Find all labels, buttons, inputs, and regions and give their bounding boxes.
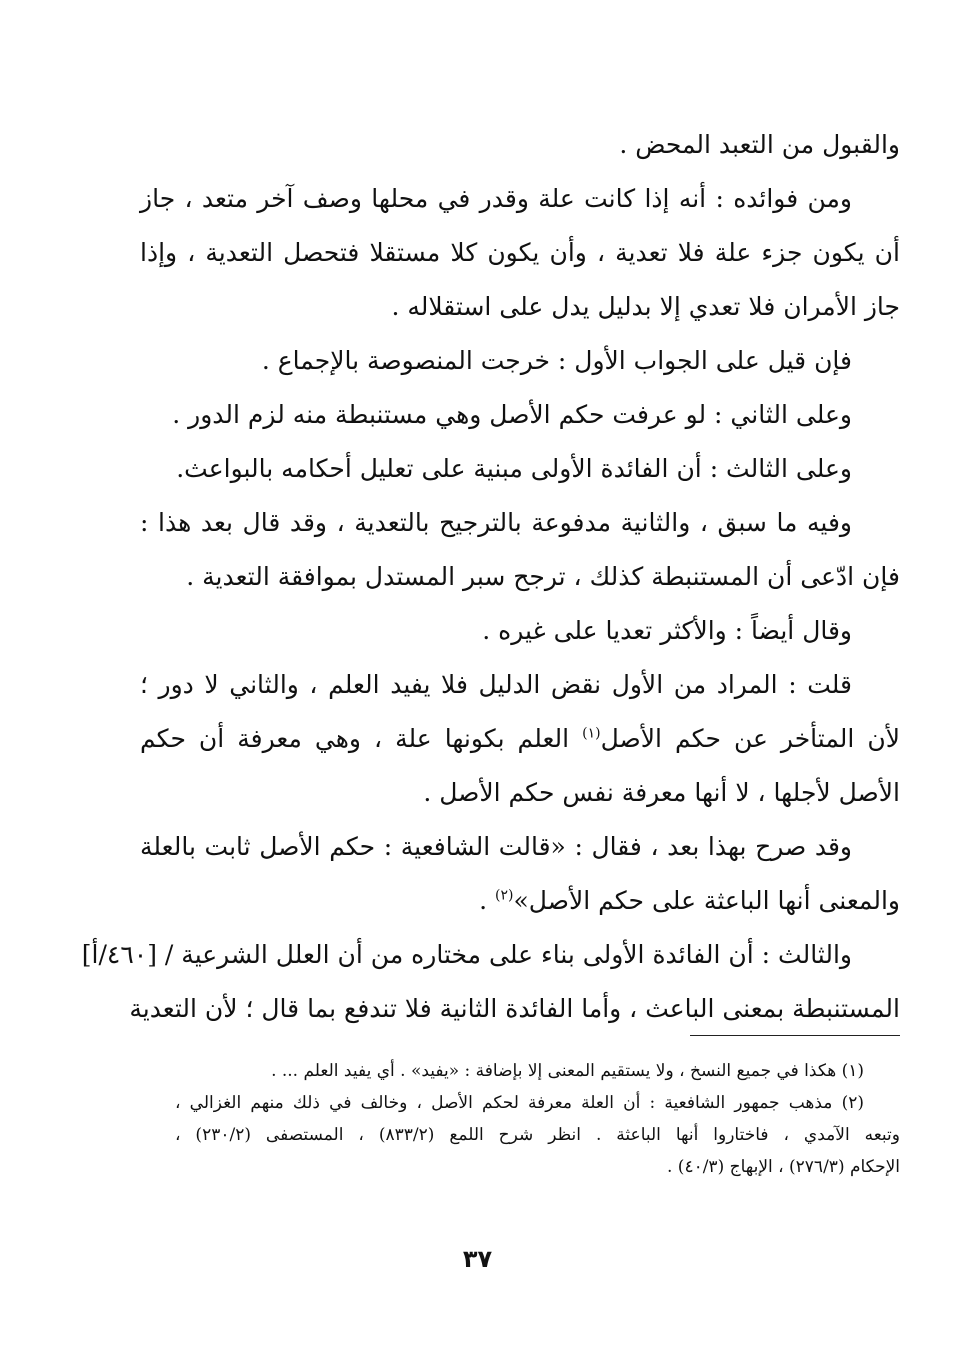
text-line: وقد صرح بهذا بعد ، فقال : «قالت الشافعية : حكم الأصل ثابت بالعلة [140, 832, 852, 861]
text-line: أن يكون جزء علة فلا تعدية ، وأن يكون كلا مستقلا فتحصل التعدية ، وإذا [140, 238, 900, 267]
text-fragment: لأن المتأخر عن حكم الأصل [600, 724, 901, 753]
footnote-marker-2: (٢) [495, 887, 514, 904]
text-line: الأصل لأجلها ، لا أنها معرفة نفس حكم الأصل . [423, 778, 900, 807]
text-fragment: العلم بكونها علة ، وهي معرفة أن حكم [140, 724, 570, 753]
text-line: وقال أيضاً : والأكثر تعديا على غيره . [482, 616, 852, 645]
text-line-with-footnote [140, 712, 900, 766]
footnote-separator [690, 1035, 900, 1036]
text-fragment: والثالث : أن الفائدة الأولى بناء على مختاره من أن العلل الشرعية [181, 940, 852, 969]
footnote-2: (٢) مذهب جمهور الشافعية : أن العلة معرفة لحكم الأصل ، وخالف في ذلك منهم الغزالي ، [175, 1093, 864, 1113]
text-line: جاز الأمران فلا تعدي إلا بدليل يدل على استقلاله . [391, 292, 900, 321]
folio-reference: / [٤٦٠/أ] [81, 940, 174, 969]
text-line: المستنبطة بمعنى الباعث ، وأما الفائدة الثانية فلا تندفع بما قال ؛ لأن التعدية [129, 994, 900, 1023]
footnote-2-cont: وتبعه الآمدي ، فاختاروا أنها الباعثة . انظر شرح اللمع (٨٣٣/٢) ، المستصفى (٢٣٠/٢) ، [175, 1125, 900, 1145]
footnote-marker-1: (١) [582, 725, 601, 742]
footnote-1: (١) هكذا في جميع النسخ ، ولا يستقيم المعنى إلا بإضافة : «يفيد» . أي يفيد العلم ... . [271, 1061, 864, 1081]
text-fragment: . [479, 886, 488, 915]
footnotes [175, 1055, 900, 1183]
footnote-2-cont: الإحكام (٢٧٦/٣) ، الإبهاج (٤٠/٣) . [666, 1157, 900, 1177]
text-line-with-folio [81, 928, 900, 982]
text-line: قلت : المراد من الأول نقض الدليل فلا يفيد العلم ، والثاني لا دور ؛ [140, 670, 852, 699]
text-line: وعلى الثالث : أن الفائدة الأولى مبنية على تعليل أحكامه بالبواعث. [176, 454, 852, 483]
text-line: ومن فوائده : أنه إذا كانت علة وقدر في محلها وصف آخر متعد ، جاز [140, 184, 852, 213]
main-text [81, 118, 901, 1036]
text-line: وعلى الثاني : لو عرفت حكم الأصل وهي مستنبطة منه لزم الدور . [172, 400, 852, 429]
text-line: فإن ادّعى أن المستنبطة كذلك ، ترجح سبر المستدل بموافقة التعدية . [186, 562, 900, 591]
text-line: وفيه ما سبق ، والثانية مدفوعة بالترجيح بالتعدية ، وقد قال بعد هذا : [140, 508, 852, 537]
text-line: والقبول من التعبد المحض . [619, 130, 900, 159]
text-line-with-footnote [140, 874, 900, 928]
page-number: ٣٧ [462, 1245, 493, 1273]
text-fragment: والمعنى أنها الباعثة على حكم الأصل» [513, 886, 900, 915]
text-line: فإن قيل على الجواب الأول : خرجت المنصوصة بالإجماع . [261, 346, 852, 375]
